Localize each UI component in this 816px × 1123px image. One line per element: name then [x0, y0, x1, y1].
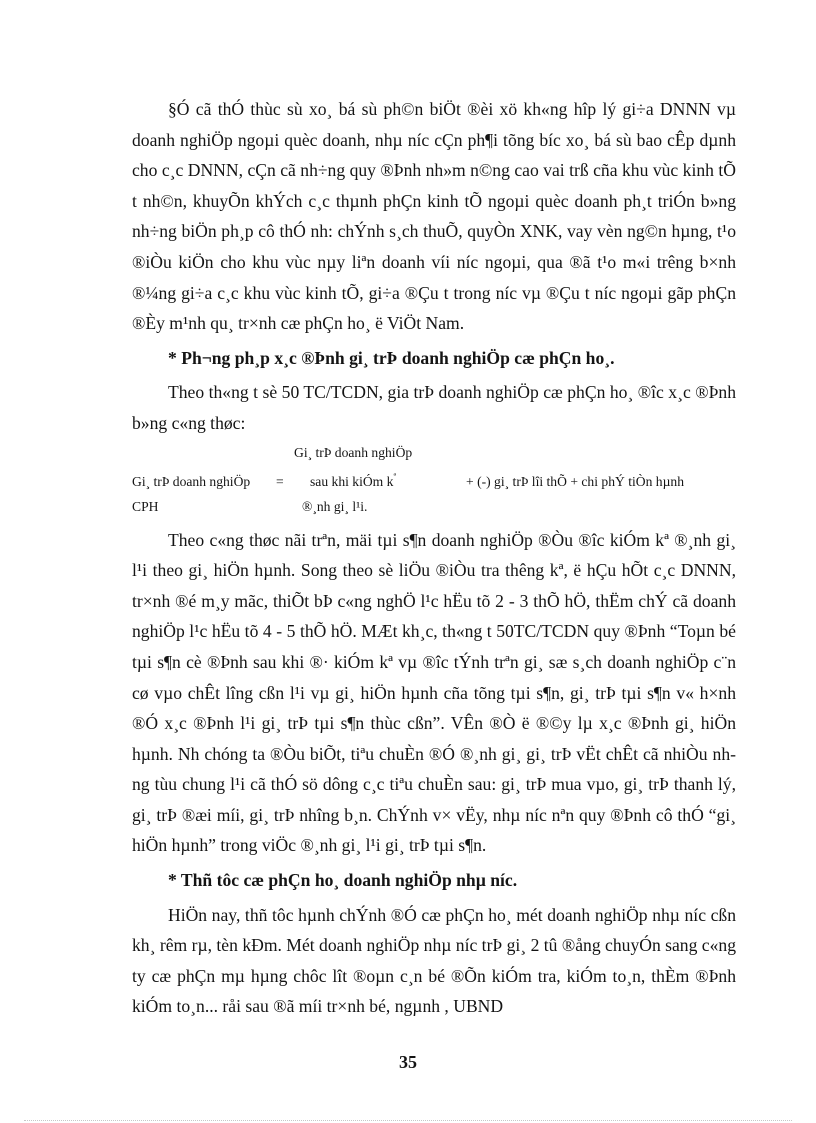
formula-superscript: ª: [393, 470, 396, 481]
page-bottom-divider: [24, 1120, 792, 1121]
formula-middle-term: [310, 470, 396, 490]
formula-lhs: Gi¸ trÞ doanh nghiÖp: [132, 473, 251, 489]
paragraph-procedures: HiÖn nay, thñ tôc hµnh chÝnh ®Ó cæ phÇn ho¸ mét doanh nghiÖp nhµ níc cßn kh¸ rêm rµ, tèn kÐm. Mét doanh nghiÖp nhµ níc trÞ gi¸ 2 tû ®ång chuyÓn sang c«ng ty cæ phÇn mµ hµng chôc lît ®oµn c¸n bé ®Õn kiÓm tra, kiÓm to¸n, thÈm ®Þnh kiÓm to¸n... råi sau ®ã míi tr×nh bé, ngµnh , UBND: [132, 904, 736, 1017]
paragraph-asset-revaluation: Theo c«ng thøc nãi trªn, mäi tµi s¶n doanh nghiÖp ®Òu ®îc kiÓm kª ®¸nh gi¸ l¹i theo gi¸ hiÖn hµnh. Song theo sè liÖu ®iÒu tra thêng kª, ë hÇu hÕt c¸c DNNN, tr×nh ®é m¸y mãc, thiÕt bÞ c«ng nghÖ l¹c hËu tõ 2 - 3 thÕ hÖ, thËm chÝ cã doanh nghiÖp l¹c hËu tõ 4 - 5 thÕ hÖ. MÆt kh¸c, th«ng t 50TC/TCDN quy ®Þnh “Toµn bé tµi s¶n cè ®Þnh sau khi ®· kiÓm kª vµ ®îc tÝnh trªn gi¸ sæ s¸ch doanh nghiÖp c¨n cø vµo chÊt lîng cßn l¹i vµ gi¸ hiÖn hµnh cña tõng tµi s¶n, gi¸ trÞ tµi s¶n v« h×nh ®Ó x¸c ®Þnh l¹i gi¸ trÞ tµi s¶n thùc cßn”. VÊn ®Ò ë ®©y lµ x¸c ®Þnh gi¸ hiÖn hµnh. Nh chóng ta ®Òu biÕt, tiªu chuÈn ®Ó ®¸nh gi¸ gi¸ trÞ vËt chÊt cã nhiÒu nhng tùu chung l¹i cã thÓ sö dông c¸c tiªu chuÈn sau: gi¸ trÞ mua vµo, gi¸ trÞ thanh lý, gi¸ trÞ ®æi míi, gi¸ trÞ nhîng b¸n. ChÝnh v× vËy, nhµ níc nªn quy ®Þnh cô thÓ “gi¸ hiÖn hµnh” trong viÖc ®¸nh gi¸ l¹i gi¸ trÞ tµi s¶n.: [132, 529, 736, 856]
formula-right-terms: + (-) gi¸ trÞ lîi thÕ + chi phÝ tiÒn hµnh: [466, 473, 684, 489]
page-body: [132, 94, 736, 1022]
paragraph-circular-50: Theo th«ng t sè 50 TC/TCDN, gia trÞ doanh nghiÖp cæ phÇn ho¸ ®îc x¸c ®Þnh b»ng c«ng thøc:: [132, 382, 736, 433]
formula-equals-sign: =: [276, 473, 284, 489]
page-number: 35: [399, 1052, 417, 1072]
paragraph-policy: §Ó cã thÓ thùc sù xo¸ bá sù ph©n biÖt ®èi xö kh«ng hîp lý gi÷a DNNN vµ doanh nghiÖp ngoµi quèc doanh, nhµ níc cÇn ph¶i tõng bíc xo¸ bá sù bao cÊp dµnh cho c¸c DNNN, cÇn cã nh÷ng quy ®Þnh nh»m n©ng cao vai trß cña khu vùc kinh tÕ t nh©n, khuyÕn khÝch c¸c thµnh phÇn kinh tÕ ngoµi quèc doanh ph¸t triÓn b»ng nh÷ng biÖn ph¸p cô thÓ nh: chÝnh s¸ch thuÕ, quyÒn XNK, vay vèn ng©n hµng, t¹o ®iÒu kiÖn cho khu vùc nµy liªn doanh víi níc ngoµi, qua ®ã t¹o m«i trêng b×nh ®¼ng gi÷a c¸c khu vùc kinh tÕ, gi÷a ®Çu t trong níc vµ ®Çu t níc ngoµi gãp phÇn ®Èy m¹nh qu¸ tr×nh cæ phÇn ho¸ ë ViÖt Nam.: [132, 99, 736, 334]
valuation-formula: [132, 443, 736, 519]
section-heading-valuation-method: * Ph¬ng ph¸p x¸c ®Þnh gi¸ trÞ doanh nghiÖp cæ phÇn ho¸.: [168, 347, 615, 368]
formula-lhs-cph: CPH: [132, 498, 159, 514]
formula-middle-text: sau khi kiÓm k: [310, 473, 394, 489]
section-heading-procedures: * Thñ tôc cæ phÇn ho¸ doanh nghiÖp nhµ níc.: [168, 870, 518, 891]
formula-middle-term-line2: ®¸nh gi¸ l¹i.: [302, 498, 368, 514]
formula-top-label: Gi¸ trÞ doanh nghiÖp: [294, 444, 413, 460]
